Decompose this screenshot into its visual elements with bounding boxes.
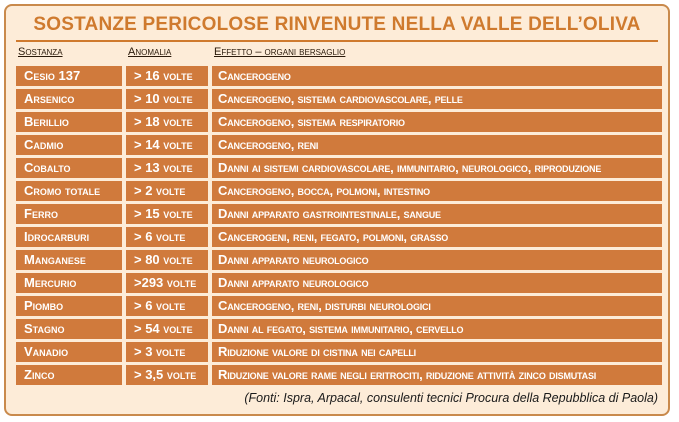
substance-cell: Piombo: [16, 296, 122, 316]
substance-cell: Ferro: [16, 204, 122, 224]
effect-cell: Cancerogeno: [212, 66, 662, 86]
anomaly-cell: > 6 volte: [126, 227, 208, 247]
anomaly-cell: > 16 volte: [126, 66, 208, 86]
substance-cell: Manganese: [16, 250, 122, 270]
anomaly-cell: > 6 volte: [126, 296, 208, 316]
header-substance: Sostanza: [18, 46, 63, 58]
table-row: [16, 319, 662, 339]
substance-cell: Cromo totale: [16, 181, 122, 201]
table-row: [16, 135, 662, 155]
anomaly-cell: > 10 volte: [126, 89, 208, 109]
header-effect: Effetto – organi bersaglio: [214, 46, 346, 58]
anomaly-cell: > 2 volte: [126, 181, 208, 201]
table-row: [16, 227, 662, 247]
anomaly-cell: > 3 volte: [126, 342, 208, 362]
table-row: [16, 181, 662, 201]
effect-cell: Riduzione valore rame negli eritrociti, riduzione attività zinco dismutasi: [212, 365, 662, 385]
anomaly-cell: > 13 volte: [126, 158, 208, 178]
table-title: SOSTANZE PERICOLOSE RINVENUTE NELLA VALLE DELL’OLIVA: [33, 14, 641, 35]
table-row: [16, 112, 662, 132]
table-row: [16, 250, 662, 270]
effect-cell: Danni ai sistemi cardiovascolare, immunitario, neurologico, riproduzione: [212, 158, 662, 178]
substance-cell: Idrocarburi: [16, 227, 122, 247]
substance-cell: Cadmio: [16, 135, 122, 155]
table-row: [16, 365, 662, 385]
effect-cell: Danni al fegato, sistema immunitario, cervello: [212, 319, 662, 339]
effect-cell: Cancerogeno, reni: [212, 135, 662, 155]
table-row: [16, 66, 662, 86]
substance-table: [16, 66, 662, 388]
substance-cell: Arsenico: [16, 89, 122, 109]
effect-cell: Cancerogeno, reni, disturbi neurologici: [212, 296, 662, 316]
anomaly-cell: > 14 volte: [126, 135, 208, 155]
anomaly-cell: > 54 volte: [126, 319, 208, 339]
effect-cell: Cancerogeno, sistema cardiovascolare, pelle: [212, 89, 662, 109]
sources-note: (Fonti: Ispra, Arpacal, consulenti tecnici Procura della Repubblica di Paola): [244, 391, 658, 405]
effect-cell: Cancerogeno, bocca, polmoni, intestino: [212, 181, 662, 201]
info-panel: [4, 4, 670, 416]
table-row: [16, 89, 662, 109]
substance-cell: Cobalto: [16, 158, 122, 178]
table-row: [16, 296, 662, 316]
effect-cell: Riduzione valore di cistina nei capelli: [212, 342, 662, 362]
title-divider: [16, 40, 658, 42]
anomaly-cell: > 3,5 volte: [126, 365, 208, 385]
header-anomaly: Anomalia: [128, 46, 172, 58]
effect-cell: Danni apparato neurologico: [212, 273, 662, 293]
table-row: [16, 204, 662, 224]
anomaly-cell: > 80 volte: [126, 250, 208, 270]
anomaly-cell: > 15 volte: [126, 204, 208, 224]
table-row: [16, 158, 662, 178]
table-row: [16, 273, 662, 293]
effect-cell: Cancerogeni, reni, fegato, polmoni, grasso: [212, 227, 662, 247]
anomaly-cell: > 18 volte: [126, 112, 208, 132]
substance-cell: Stagno: [16, 319, 122, 339]
effect-cell: Danni apparato neurologico: [212, 250, 662, 270]
substance-cell: Mercurio: [16, 273, 122, 293]
effect-cell: Cancerogeno, sistema respiratorio: [212, 112, 662, 132]
substance-cell: Zinco: [16, 365, 122, 385]
substance-cell: Cesio 137: [16, 66, 122, 86]
anomaly-cell: >293 volte: [126, 273, 208, 293]
substance-cell: Berillio: [16, 112, 122, 132]
substance-cell: Vanadio: [16, 342, 122, 362]
table-row: [16, 342, 662, 362]
effect-cell: Danni apparato gastrointestinale, sangue: [212, 204, 662, 224]
